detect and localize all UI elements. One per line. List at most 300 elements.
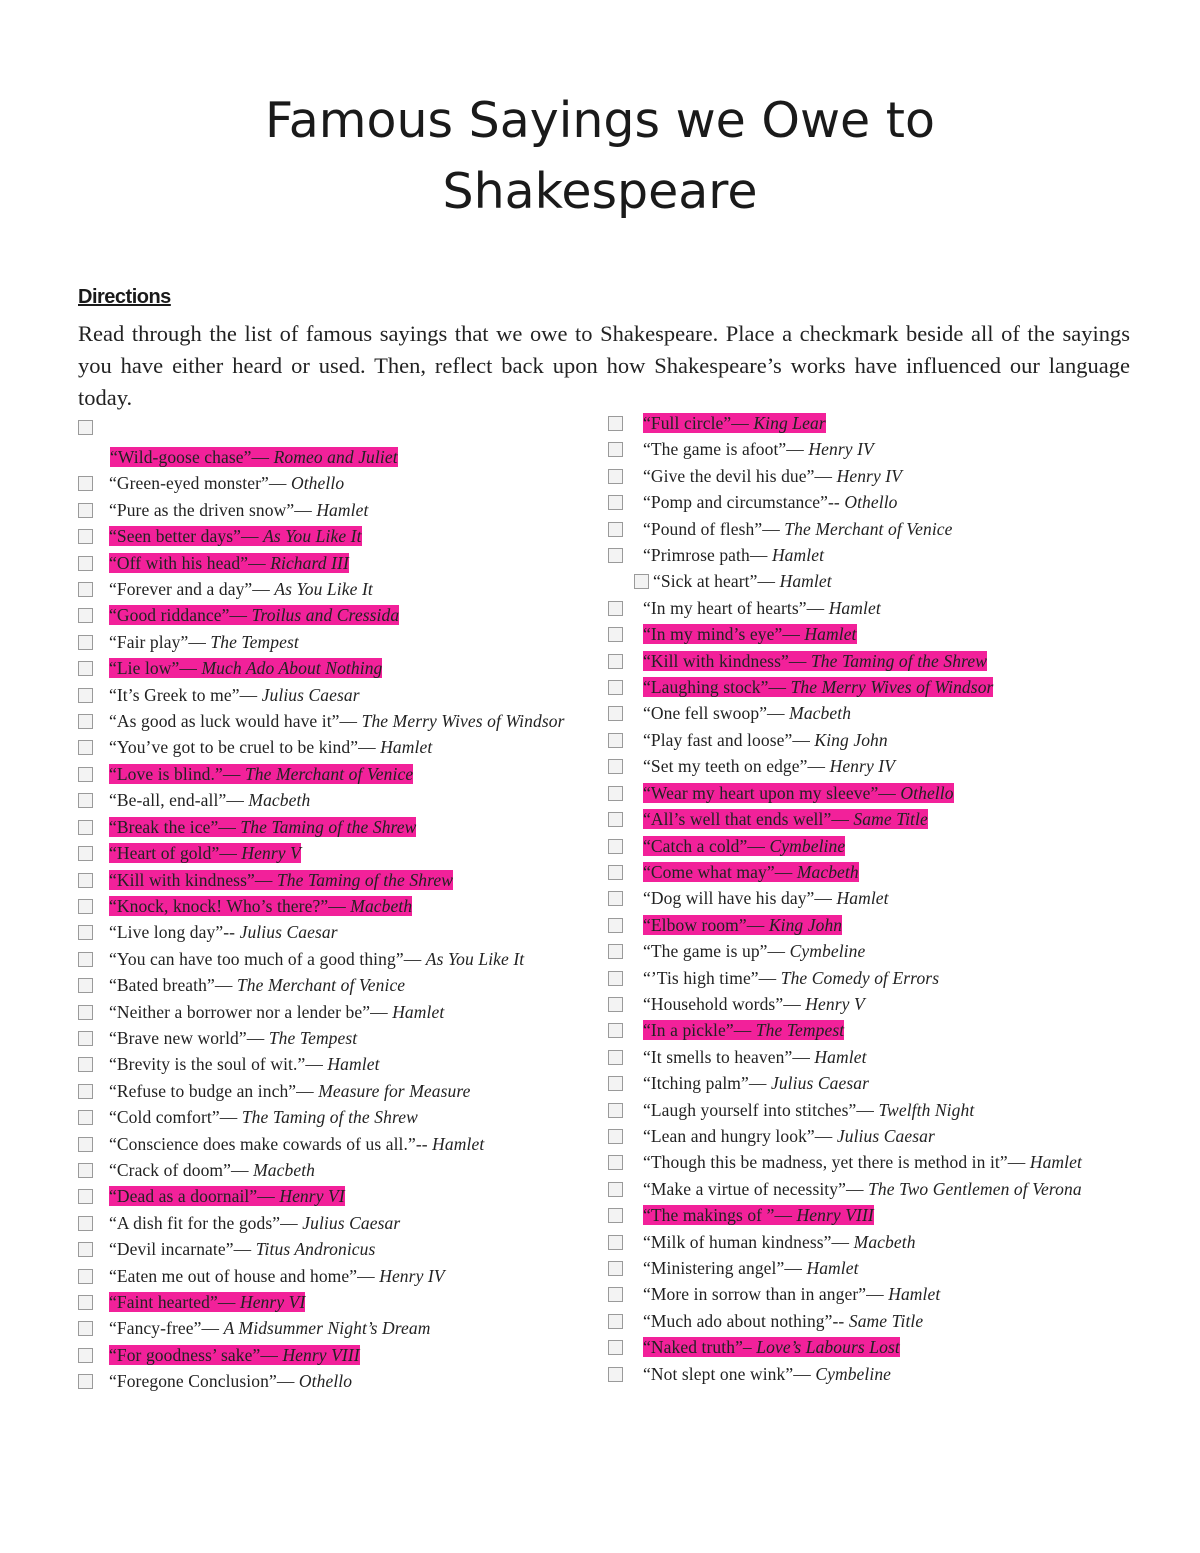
highlight — [109, 605, 399, 625]
saying-text: “Heart of gold”— — [109, 843, 242, 864]
work-title: Hamlet — [380, 737, 433, 758]
saying-item — [606, 780, 1146, 806]
work-title: Hamlet — [771, 545, 825, 566]
saying-text: “Love is blind.”— — [109, 763, 245, 784]
highlight — [643, 677, 993, 697]
work-title: Othello — [844, 492, 898, 513]
saying-item — [606, 595, 1146, 621]
saying-item — [78, 523, 598, 549]
checkbox[interactable] — [608, 1287, 623, 1302]
checkbox[interactable] — [78, 635, 93, 650]
work-title: Same Title — [848, 1310, 924, 1331]
work-title: Macbeth — [253, 1159, 316, 1180]
work-title: The Taming of the Shrew — [240, 816, 417, 837]
saying-item — [78, 655, 598, 681]
saying-text: “More in sorrow than in anger”— — [643, 1284, 889, 1305]
saying-text: “Conscience does make cowards of us all.”-- — [109, 1133, 433, 1154]
saying-text: “Forever and a day”— — [109, 579, 275, 600]
saying-text: “Foregone Conclusion”— — [109, 1371, 299, 1392]
saying-text: “Set my teeth on edge”— — [643, 756, 830, 777]
saying-text: “In my heart of hearts”— — [643, 597, 829, 618]
highlight — [643, 836, 845, 856]
saying-item — [606, 885, 1146, 911]
checkbox[interactable] — [608, 1155, 623, 1170]
highlight — [643, 413, 826, 433]
checkbox[interactable] — [78, 661, 93, 676]
saying-item — [78, 946, 598, 972]
saying-text: “Give the devil his due”— — [643, 465, 837, 486]
checkbox[interactable] — [608, 1023, 623, 1038]
saying-text: “’Tis high time”— — [643, 967, 781, 988]
saying-text: “The game is afoot”— — [643, 439, 809, 460]
checkbox[interactable] — [78, 873, 93, 888]
highlight — [109, 817, 416, 837]
left-sayings-column — [78, 410, 598, 1395]
highlight — [109, 870, 453, 890]
saying-item — [78, 1236, 598, 1262]
saying-text: “Pure as the driven snow”— — [109, 499, 317, 520]
work-title: The Merry Wives of Windsor — [790, 677, 994, 698]
work-title: Julius Caesar — [239, 922, 338, 943]
checkbox[interactable] — [608, 839, 623, 854]
saying-text: “Pomp and circumstance”-- — [643, 492, 845, 513]
saying-item — [78, 550, 598, 576]
work-title: The Tempest — [268, 1027, 358, 1048]
saying-text: “Refuse to budge an inch”— — [109, 1080, 319, 1101]
work-title: Hamlet — [888, 1284, 941, 1305]
checkbox[interactable] — [78, 1110, 93, 1125]
work-title: King Lear — [753, 413, 826, 433]
checkbox[interactable] — [608, 495, 623, 510]
saying-item — [78, 682, 598, 708]
highlight — [109, 843, 301, 863]
saying-text: “Wild-goose chase”— — [110, 447, 274, 467]
checkbox[interactable] — [608, 1182, 623, 1197]
checkbox[interactable] — [608, 865, 623, 880]
checkbox[interactable] — [78, 1269, 93, 1284]
checkbox[interactable] — [78, 688, 93, 703]
saying-item — [606, 1255, 1146, 1281]
saying-item — [606, 991, 1146, 1017]
work-title: The Taming of the Shrew — [241, 1107, 418, 1128]
saying-text: “All’s well that ends well”— — [643, 809, 854, 830]
saying-item — [606, 938, 1146, 964]
work-title: Henry V — [241, 843, 301, 864]
work-title: The Merchant of Venice — [244, 763, 414, 784]
saying-item — [606, 542, 1146, 568]
saying-text: “You can have too much of a good thing”— — [109, 948, 426, 969]
checkbox[interactable] — [608, 918, 623, 933]
checkbox[interactable] — [608, 1129, 623, 1144]
work-title: Much Ado About Nothing — [201, 658, 383, 679]
saying-item — [606, 700, 1146, 726]
highlight — [109, 553, 349, 573]
work-title: Hamlet — [392, 1001, 445, 1022]
checkbox[interactable] — [78, 952, 93, 967]
saying-text: “Cold comfort”— — [109, 1107, 242, 1128]
checkbox[interactable] — [608, 469, 623, 484]
work-title: Twelfth Night — [878, 1099, 975, 1120]
work-title: Hamlet — [432, 1133, 485, 1154]
checkbox[interactable] — [608, 997, 623, 1012]
saying-text: “Household words”— — [643, 993, 806, 1014]
saying-item — [606, 1149, 1146, 1175]
directions-text: Read through the list of famous sayings that we owe to Shakespeare. Place a checkmark beside all of the sayings you have either heard or used. Then, reflect back upon how Shakespeare’s works have influenced our language today. — [78, 321, 1130, 410]
work-title: Cymbeline — [789, 941, 866, 962]
highlight — [643, 862, 859, 882]
checkbox[interactable] — [608, 971, 623, 986]
saying-item — [78, 470, 598, 496]
saying-item — [78, 840, 598, 866]
checkbox[interactable] — [78, 1005, 93, 1020]
saying-item — [606, 1334, 1146, 1360]
saying-item — [78, 602, 598, 628]
checkbox[interactable] — [78, 1163, 93, 1178]
saying-item — [606, 1123, 1146, 1149]
saying-item — [606, 1361, 1146, 1387]
saying-item — [78, 814, 598, 840]
saying-text: “Sick at heart”— — [653, 571, 780, 592]
saying-text: “Seen better days”— — [109, 526, 264, 547]
checkbox[interactable] — [608, 1076, 623, 1091]
saying-text: “In my mind’s eye”— — [643, 624, 805, 645]
saying-item — [606, 912, 1146, 938]
checkbox[interactable] — [608, 1208, 623, 1223]
work-title: Titus Andronicus — [255, 1239, 376, 1260]
saying-text: “Laughing stock”— — [643, 677, 791, 698]
highlight — [109, 764, 413, 784]
saying-text: “Pound of flesh”— — [643, 518, 785, 539]
saying-item — [78, 1289, 598, 1315]
work-title: King John — [768, 914, 843, 935]
checkbox[interactable] — [608, 944, 623, 959]
saying-item — [78, 1263, 598, 1289]
blank-checkbox-row — [78, 410, 598, 444]
work-title: Love’s Labours Lost — [756, 1337, 900, 1358]
work-title: Henry VI — [279, 1186, 345, 1207]
saying-text: “You’ve got to be cruel to be kind”— — [109, 737, 381, 758]
checkbox[interactable] — [608, 1367, 623, 1382]
saying-item — [78, 629, 598, 655]
work-title: Hamlet — [814, 1046, 867, 1067]
saying-text: “As good as luck would have it”— — [109, 711, 362, 732]
checkbox[interactable] — [78, 899, 93, 914]
work-title: Julius Caesar — [261, 684, 360, 705]
saying-item — [78, 999, 598, 1025]
checkbox[interactable] — [608, 891, 623, 906]
work-title: Macbeth — [853, 1231, 916, 1252]
checkbox[interactable] — [608, 733, 623, 748]
work-title: The Tempest — [755, 1020, 845, 1041]
checkbox[interactable] — [78, 1137, 93, 1152]
saying-text: “Fancy-free”— — [109, 1318, 224, 1339]
checkbox[interactable] — [78, 1242, 93, 1257]
saying-text: “Lie low”— — [109, 658, 202, 679]
saying-text: “Devil incarnate”— — [109, 1239, 256, 1260]
saying-item — [606, 1017, 1146, 1043]
saying-item — [606, 965, 1146, 991]
checkbox[interactable] — [78, 1295, 93, 1310]
checkbox[interactable] — [634, 574, 649, 589]
saying-item — [606, 753, 1146, 779]
saying-item — [78, 708, 598, 734]
saying-item — [606, 436, 1146, 462]
saying-item — [78, 1368, 598, 1394]
work-title: Hamlet — [316, 499, 369, 520]
checkbox[interactable] — [608, 1103, 623, 1118]
checkbox[interactable] — [78, 767, 93, 782]
saying-text: “Though this be madness, yet there is method in it”— — [643, 1152, 1030, 1173]
saying-item — [78, 1078, 598, 1104]
saying-text: “Ministering angel”— — [643, 1258, 807, 1278]
saying-text: “Naked truth”– — [643, 1337, 757, 1358]
work-title: The Two Gentlemen of Verona — [868, 1178, 1082, 1199]
work-title: Hamlet — [1029, 1152, 1082, 1173]
saying-text: “Green-eyed monster”— — [109, 473, 291, 494]
saying-text: “It’s Greek to me”— — [109, 684, 262, 705]
work-title: Romeo and Juliet — [273, 447, 398, 467]
saying-text: “Brave new world”— — [109, 1027, 269, 1048]
checkbox[interactable] — [78, 420, 93, 435]
work-title: Henry IV — [808, 439, 874, 460]
work-title: Cymbeline — [769, 835, 846, 856]
saying-text: “Kill with kindness”— — [109, 869, 277, 890]
checkbox[interactable] — [78, 503, 93, 518]
highlight — [109, 1345, 360, 1365]
saying-text: “Not slept one wink”— — [643, 1363, 816, 1384]
saying-text: “Milk of human kindness”— — [643, 1231, 854, 1252]
saying-text: “Dead as a doornail”— — [109, 1186, 280, 1207]
work-title: Othello — [900, 782, 954, 803]
saying-text: “Live long day”-- — [109, 922, 240, 943]
checkbox[interactable] — [78, 1216, 93, 1231]
saying-text: “Neither a borrower nor a lender be”— — [109, 1001, 393, 1022]
saying-text: “Eaten me out of house and home”— — [109, 1265, 380, 1286]
saying-text: “Itching palm”— — [643, 1073, 771, 1094]
saying-text: “Kill with kindness”— — [643, 650, 811, 671]
work-title: The Taming of the Shrew — [810, 650, 987, 671]
checkbox[interactable] — [608, 654, 623, 669]
work-title: Henry IV — [379, 1265, 445, 1286]
highlight — [643, 1020, 844, 1040]
highlight — [643, 783, 954, 803]
checkbox[interactable] — [78, 740, 93, 755]
saying-text: “Elbow room”— — [643, 914, 769, 935]
highlight — [109, 1186, 345, 1206]
checkbox[interactable] — [608, 812, 623, 827]
work-title: Julius Caesar — [302, 1212, 401, 1233]
checkbox[interactable] — [78, 714, 93, 729]
page-title-line-2: Shakespeare — [442, 163, 758, 220]
saying-item — [78, 1104, 598, 1130]
checkbox[interactable] — [608, 680, 623, 695]
saying-item — [606, 859, 1146, 885]
work-title: Macbeth — [796, 861, 859, 882]
work-title: The Merchant of Venice — [784, 518, 953, 539]
checkbox[interactable] — [608, 1235, 623, 1250]
highlight — [643, 651, 987, 671]
checkbox[interactable] — [608, 1314, 623, 1329]
checkbox[interactable] — [78, 608, 93, 623]
saying-item — [78, 761, 598, 787]
saying-text: “The makings of ”— — [643, 1205, 797, 1226]
work-title: Hamlet — [327, 1054, 380, 1075]
work-title: Cymbeline — [815, 1363, 892, 1384]
checkbox[interactable] — [78, 1321, 93, 1336]
saying-item — [606, 806, 1146, 832]
saying-text: “Brevity is the soul of wit.”— — [109, 1054, 328, 1075]
work-title: Henry VIII — [796, 1205, 874, 1226]
checkbox[interactable] — [78, 1031, 93, 1046]
saying-text: “Primrose path— — [643, 545, 772, 566]
checkbox[interactable] — [78, 476, 93, 491]
saying-item — [606, 410, 1146, 436]
saying-text: “Laugh yourself into stitches”— — [643, 1099, 879, 1120]
work-title: Henry IV — [836, 465, 903, 486]
saying-item — [78, 1157, 598, 1183]
saying-item — [606, 1229, 1146, 1255]
saying-item — [606, 1281, 1146, 1307]
checkbox[interactable] — [78, 820, 93, 835]
saying-text: “In a pickle”— — [643, 1020, 756, 1041]
saying-item — [78, 972, 598, 998]
highlight — [643, 1337, 900, 1357]
checkbox[interactable] — [78, 793, 93, 808]
work-title: Macbeth — [248, 790, 311, 811]
saying-text: “Much ado about nothing”-- — [643, 1310, 849, 1331]
checkbox[interactable] — [608, 416, 623, 431]
work-title: As You Like It — [263, 526, 362, 547]
saying-text: “Lean and hungry look”— — [643, 1125, 837, 1146]
saying-text: “Fair play”— — [109, 631, 211, 652]
saying-item — [606, 833, 1146, 859]
checkbox[interactable] — [608, 759, 623, 774]
work-title: Henry VI — [239, 1292, 306, 1312]
checkbox[interactable] — [78, 1374, 93, 1389]
work-title: Macbeth — [789, 703, 852, 724]
work-title: Same Title — [853, 809, 928, 830]
saying-text: “Crack of doom”— — [109, 1159, 254, 1180]
saying-item — [606, 516, 1146, 542]
saying-text: “Break the ice”— — [109, 816, 241, 837]
saying-text: “For goodness’ sake”— — [109, 1344, 283, 1365]
highlight — [643, 915, 842, 935]
saying-item — [78, 497, 598, 523]
work-title: Hamlet — [779, 571, 832, 592]
work-title: Julius Caesar — [770, 1073, 869, 1094]
checkbox[interactable] — [608, 706, 623, 721]
checkbox[interactable] — [608, 786, 623, 801]
saying-text: “One fell swoop”— — [643, 703, 790, 724]
saying-item — [606, 648, 1146, 674]
checkbox[interactable] — [608, 522, 623, 537]
work-title: Henry IV — [829, 756, 896, 777]
checkbox[interactable] — [78, 529, 93, 544]
saying-item — [78, 1315, 598, 1341]
saying-text: “Make a virtue of necessity”— — [643, 1178, 869, 1199]
saying-item — [606, 1044, 1146, 1070]
saying-item — [606, 1070, 1146, 1096]
saying-item — [78, 1342, 598, 1368]
saying-text: “Be-all, end-all”— — [109, 790, 249, 811]
saying-text: “Good riddance”— — [109, 605, 252, 626]
saying-text: “The game is up”— — [643, 941, 790, 962]
page-title-line-1: Famous Sayings we Owe to — [265, 92, 935, 149]
work-title: Hamlet — [836, 888, 889, 909]
saying-text: “Knock, knock! Who’s there?”— — [109, 895, 351, 916]
saying-item — [606, 1176, 1146, 1202]
checkbox[interactable] — [608, 442, 623, 457]
highlight — [109, 658, 382, 678]
checkbox[interactable] — [78, 925, 93, 940]
work-title: A Midsummer Night’s Dream — [223, 1318, 431, 1339]
checkbox[interactable] — [608, 1340, 623, 1355]
saying-item — [78, 734, 598, 760]
work-title: Hamlet — [804, 624, 857, 645]
work-title: Measure for Measure — [318, 1080, 471, 1101]
saying-text: “It smells to heaven”— — [643, 1046, 815, 1067]
saying-text: “Faint hearted”— — [109, 1292, 240, 1312]
checkbox[interactable] — [78, 1189, 93, 1204]
saying-text: “Catch a cold”— — [643, 835, 770, 856]
saying-item — [78, 576, 598, 602]
work-title: The Merchant of Venice — [236, 975, 406, 996]
saying-item — [78, 444, 598, 470]
work-title: The Taming of the Shrew — [276, 869, 453, 890]
work-title: The Comedy of Errors — [780, 967, 940, 988]
saying-item — [606, 674, 1146, 700]
saying-item — [78, 867, 598, 893]
work-title: Henry V — [805, 993, 865, 1014]
work-title: Troilus and Cressida — [251, 605, 400, 626]
saying-item — [606, 621, 1146, 647]
saying-item — [606, 463, 1146, 489]
work-title: Hamlet — [806, 1258, 859, 1278]
checkbox[interactable] — [608, 1050, 623, 1065]
highlight — [109, 896, 412, 916]
saying-item — [606, 1308, 1146, 1334]
checkbox[interactable] — [608, 627, 623, 642]
saying-item — [78, 893, 598, 919]
highlight — [643, 809, 928, 829]
saying-item — [78, 1051, 598, 1077]
directions-heading: Directions — [78, 286, 171, 308]
saying-item — [606, 568, 1146, 594]
highlight — [643, 624, 857, 644]
saying-text: “A dish fit for the gods”— — [109, 1212, 303, 1233]
work-title: Julius Caesar — [836, 1125, 935, 1146]
checkbox[interactable] — [608, 548, 623, 563]
highlight — [643, 1205, 874, 1225]
checkbox[interactable] — [78, 978, 93, 993]
work-title: Henry VIII — [282, 1344, 360, 1365]
checkbox[interactable] — [608, 1261, 623, 1276]
checkbox[interactable] — [78, 556, 93, 571]
checkbox[interactable] — [78, 846, 93, 861]
checkbox[interactable] — [608, 601, 623, 616]
saying-text: “Come what may”— — [643, 861, 797, 882]
checkbox[interactable] — [78, 1057, 93, 1072]
work-title: King John — [814, 729, 888, 750]
checkbox[interactable] — [78, 582, 93, 597]
checkbox[interactable] — [78, 1084, 93, 1099]
highlight — [109, 526, 362, 546]
saying-item — [606, 1097, 1146, 1123]
saying-text: “Play fast and loose”— — [643, 729, 815, 750]
checkbox[interactable] — [78, 1348, 93, 1363]
highlight — [110, 447, 398, 467]
work-title: As You Like It — [425, 948, 525, 969]
